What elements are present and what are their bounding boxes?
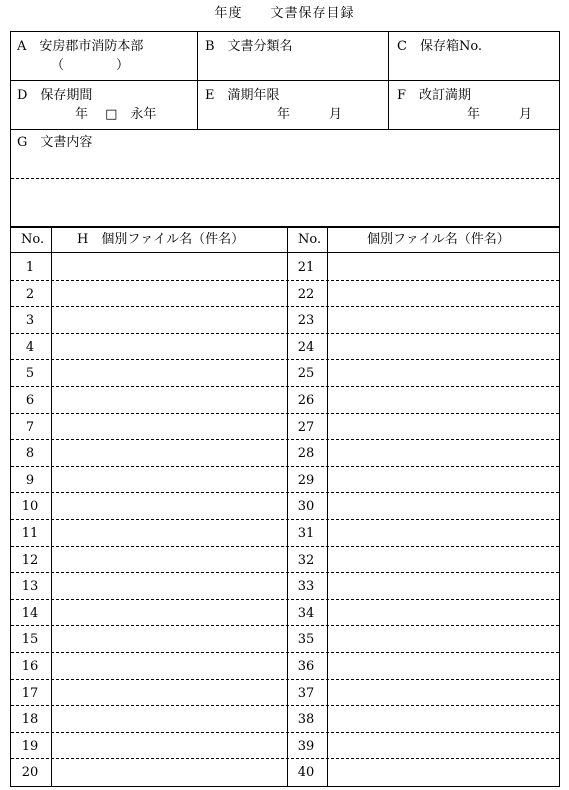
file-name-cell-right[interactable] [329,281,557,305]
file-name-cell-left[interactable] [53,281,285,305]
file-name-cell-left[interactable] [53,733,285,757]
file-name-cell-left[interactable] [53,307,285,331]
row-number-left: 7 [25,419,35,435]
file-name-cell-right[interactable] [329,307,557,331]
row-number-right: 28 [297,446,315,462]
row-number-right: 32 [297,552,315,568]
row-number-left: 2 [25,286,35,302]
row-number-right: 24 [297,339,315,355]
file-name-cell-right[interactable] [329,626,557,650]
row-number-left: 4 [25,339,35,355]
field-d-label: D 保存期間 [17,88,93,103]
content-dash-line [11,178,559,179]
row-number-right: 21 [297,260,315,275]
file-name-cell-left[interactable] [53,573,285,597]
file-name-cell-left[interactable] [53,653,285,677]
file-name-cell-left[interactable] [53,493,285,517]
row-number-left: 15 [21,632,39,648]
file-name-cell-right[interactable] [329,334,557,358]
row-number-right: 40 [297,765,315,781]
field-a-label: A 安房郡市消防本部 [17,39,144,54]
file-name-cell-left[interactable] [53,334,285,358]
row-number-right: 34 [297,605,315,621]
file-name-cell-right[interactable] [329,706,557,730]
row-number-right: 33 [297,579,315,595]
column-divider [327,228,328,786]
row-number-left: 19 [21,738,39,754]
row-number-right: 38 [297,712,315,728]
row-number-right: 29 [297,472,315,488]
file-name-cell-right[interactable] [329,680,557,704]
file-name-cell-right[interactable] [329,600,557,624]
file-name-cell-right[interactable] [329,547,557,571]
row-number-right: 35 [297,632,315,648]
file-name-cell-left[interactable] [53,387,285,411]
field-d-value[interactable]: 年 □ 永年 [75,107,157,122]
row-number-left: 9 [25,472,35,488]
no-header-right: No. [298,232,322,247]
file-name-cell-left[interactable] [53,520,285,544]
row-number-left: 13 [21,579,39,595]
file-name-cell-left[interactable] [53,759,285,783]
file-name-header-left: H 個別ファイル名（件名） [77,232,245,247]
field-e-value[interactable]: 年 月 [277,107,343,122]
field-e-label: E 満期年限 [205,88,280,103]
field-c-label: C 保存箱No. [397,39,483,54]
file-name-cell-right[interactable] [329,759,557,783]
file-name-cell-left[interactable] [53,600,285,624]
field-b-label: B 文書分類名 [205,39,293,54]
row-number-left: 11 [21,526,39,541]
file-name-cell-right[interactable] [329,493,557,517]
file-name-cell-left[interactable] [53,626,285,650]
column-divider [388,32,389,129]
row-number-left: 14 [21,605,39,621]
row-number-left: 20 [21,765,39,781]
header-table [10,31,560,227]
row-divider [11,129,559,130]
file-name-cell-left[interactable] [53,706,285,730]
row-number-right: 22 [297,286,315,302]
row-number-left: 1 [25,260,35,275]
row-number-right: 23 [297,313,315,329]
file-name-cell-left[interactable] [53,440,285,464]
row-number-left: 18 [21,712,39,728]
file-name-cell-right[interactable] [329,653,557,677]
file-name-cell-right[interactable] [329,440,557,464]
file-name-cell-right[interactable] [329,414,557,438]
page-title: 年度 文書保存目録 [214,6,355,21]
row-number-left: 5 [25,366,35,382]
field-a-paren[interactable]: （ ） [51,58,130,73]
file-name-cell-left[interactable] [53,547,285,571]
row-number-right: 25 [297,366,315,382]
file-name-cell-right[interactable] [329,387,557,411]
row-number-left: 16 [21,659,39,674]
column-divider [51,228,52,786]
field-f-label: F 改訂満期 [397,88,472,103]
file-name-cell-left[interactable] [53,360,285,384]
row-number-right: 39 [297,738,315,754]
column-divider [197,32,198,129]
file-name-cell-right[interactable] [329,254,557,278]
row-number-left: 3 [25,313,35,329]
row-number-right: 36 [297,659,315,674]
file-list-table [10,227,560,787]
row-number-right: 31 [297,526,315,541]
row-number-left: 17 [21,685,39,701]
file-name-cell-right[interactable] [329,467,557,491]
file-name-cell-right[interactable] [329,360,557,384]
header-divider [11,252,559,253]
file-name-header-right: 個別ファイル名（件名） [367,232,510,247]
file-name-cell-right[interactable] [329,573,557,597]
row-number-right: 37 [297,685,315,701]
field-g-label: G 文書内容 [17,135,93,150]
file-name-cell-right[interactable] [329,520,557,544]
file-name-cell-left[interactable] [53,254,285,278]
file-name-cell-right[interactable] [329,733,557,757]
row-number-right: 27 [297,419,315,435]
row-number-left: 12 [21,552,39,568]
column-divider [287,228,288,786]
row-number-left: 8 [25,446,35,462]
row-number-left: 6 [25,393,35,408]
no-header-left: No. [21,232,45,247]
field-f-value[interactable]: 年 月 [467,107,533,122]
file-name-cell-left[interactable] [53,467,285,491]
row-divider [11,80,559,81]
row-number-right: 30 [297,499,315,515]
file-name-cell-left[interactable] [53,414,285,438]
row-number-right: 26 [297,393,315,408]
file-name-cell-left[interactable] [53,680,285,704]
row-number-left: 10 [21,499,39,515]
